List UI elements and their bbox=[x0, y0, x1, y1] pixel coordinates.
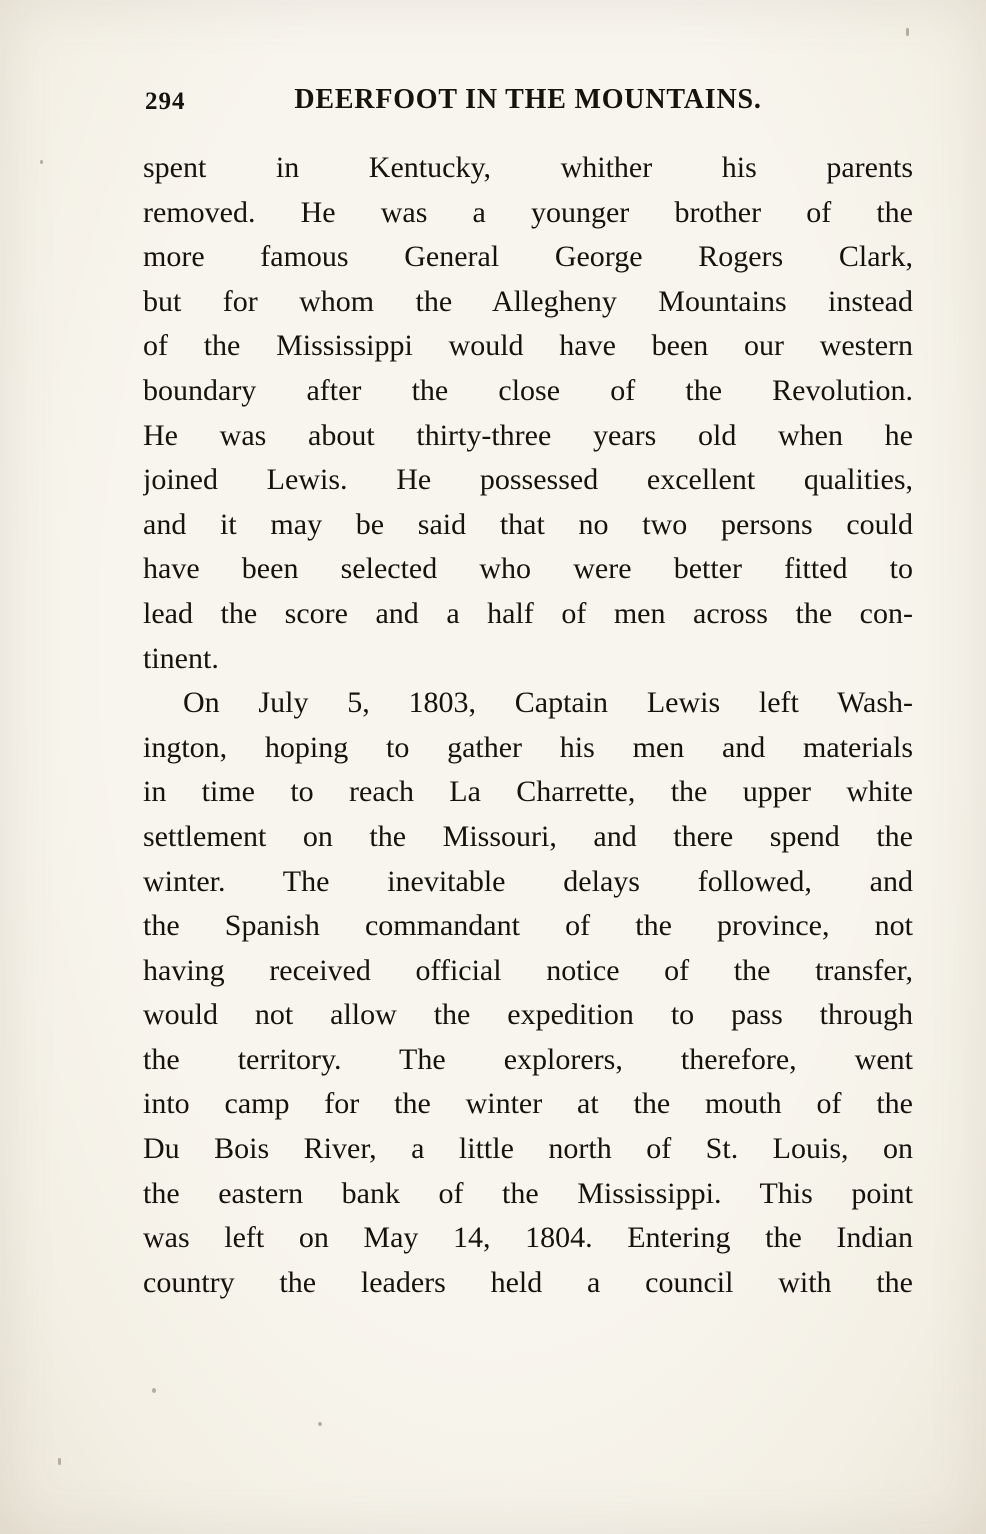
scan-speck bbox=[318, 1422, 322, 1426]
text-line: would not allow the expedition to pass through bbox=[143, 998, 913, 1032]
text-line: tinent. bbox=[143, 641, 219, 675]
text-line: into camp for the winter at the mouth of the bbox=[143, 1087, 913, 1121]
text-line: He was about thirty-three years old when he bbox=[143, 418, 913, 452]
text-line: having received official notice of the transfer, bbox=[143, 953, 913, 987]
text-line: On July 5, 1803, Captain Lewis left Wash- bbox=[183, 686, 913, 720]
page-title: DEERFOOT IN THE MOUNTAINS. bbox=[294, 84, 762, 115]
text-line: of the Mississippi would have been our western bbox=[143, 329, 913, 363]
text-line: have been selected who were better fitted to bbox=[143, 552, 913, 586]
text-line: more famous General George Rogers Clark, bbox=[143, 240, 913, 274]
text-line: joined Lewis. He possessed excellent qualities, bbox=[143, 463, 913, 497]
text-line: but for whom the Allegheny Mountains instead bbox=[143, 284, 913, 318]
text-line: lead the score and a half of men across the con- bbox=[143, 596, 913, 630]
page-body bbox=[143, 146, 913, 1305]
text-line: settlement on the Missouri, and there spend the bbox=[143, 819, 913, 853]
text-line: the Spanish commandant of the province, not bbox=[143, 909, 913, 943]
page-number: 294 bbox=[145, 88, 186, 115]
page-header bbox=[143, 84, 913, 124]
text-line: spent in Kentucky, whither his parents bbox=[143, 151, 913, 184]
text-line: Du Bois River, a little north of St. Louis, on bbox=[143, 1132, 913, 1166]
text-line: removed. He was a younger brother of the bbox=[143, 195, 913, 229]
text-line: and it may be said that no two persons could bbox=[143, 507, 913, 541]
scan-speck bbox=[58, 1458, 61, 1465]
text-line: ington, hoping to gather his men and materials bbox=[143, 730, 913, 764]
text-line: in time to reach La Charrette, the upper white bbox=[143, 775, 913, 809]
scan-speck bbox=[152, 1388, 156, 1393]
text-line: country the leaders held a council with the bbox=[143, 1265, 913, 1299]
text-line: the eastern bank of the Mississippi. This point bbox=[143, 1176, 913, 1210]
text-line: the territory. The explorers, therefore, went bbox=[143, 1042, 913, 1076]
scan-speck bbox=[40, 160, 43, 164]
text-line: was left on May 14, 1804. Entering the Indian bbox=[143, 1221, 913, 1255]
text-line: winter. The inevitable delays followed, and bbox=[143, 864, 913, 898]
scan-speck bbox=[906, 28, 909, 36]
text-line: boundary after the close of the Revolution. bbox=[143, 373, 913, 407]
